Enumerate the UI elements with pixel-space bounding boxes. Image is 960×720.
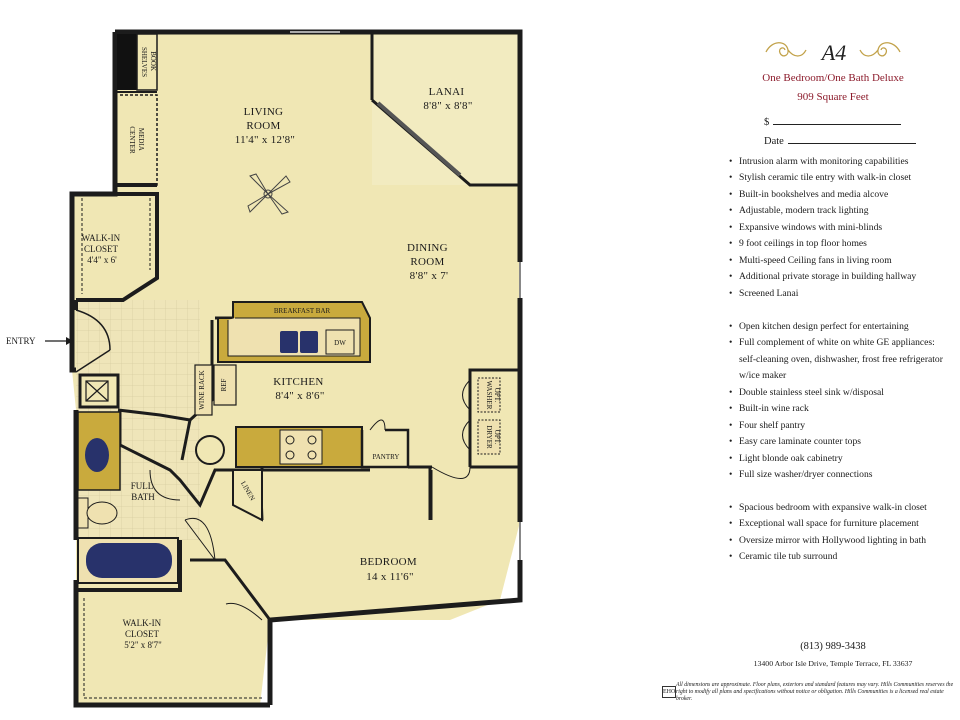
plan-logo xyxy=(758,34,908,70)
svg-text:DRYER: DRYER xyxy=(485,425,493,449)
plan-info-panel xyxy=(663,30,960,720)
svg-text:DW: DW xyxy=(334,339,346,347)
features-list-3 xyxy=(728,500,927,566)
sink xyxy=(280,331,298,353)
feature-item: • 9 foot ceilings in top floor homes xyxy=(728,236,916,252)
lanai-label: LANAI 8'8" x 8'8" xyxy=(423,86,473,112)
feature-item: • Oversize mirror with Hollywood lighting in bath xyxy=(728,533,927,549)
kitchen-label: KITCHEN 8'4" x 8'6" xyxy=(273,376,325,402)
feature-item: • Expansive windows with mini-blinds xyxy=(728,220,916,236)
feature-item: self-cleaning oven, dishwasher, frost free refrigerator xyxy=(739,353,943,365)
kitchen-counter xyxy=(236,427,362,467)
disclaimer: All dimensions are approximate. Floor plans, exteriors and standard features may vary. Hills Communities reserves the right to modify all plans and specifications without notice or obligation. Hills Communities is a licensed real estate broker. xyxy=(676,682,954,702)
svg-text:OPT.: OPT. xyxy=(493,387,501,403)
feature-item: • Multi-speed Ceiling fans in living room xyxy=(728,253,916,269)
svg-text:OPT.: OPT. xyxy=(493,429,501,445)
book-shelves xyxy=(117,34,137,90)
features-list-1 xyxy=(728,154,916,302)
feature-item: • Double stainless steel sink w/disposal xyxy=(728,385,943,401)
feature-item: • Open kitchen design perfect for entertaining xyxy=(728,319,943,335)
feature-item: • Ceramic tile tub surround xyxy=(728,549,927,565)
square-feet: 909 Square Feet xyxy=(797,91,869,103)
svg-text:WINE RACK: WINE RACK xyxy=(198,370,206,410)
svg-text:WASHER: WASHER xyxy=(485,380,493,410)
svg-text:PANTRY: PANTRY xyxy=(372,453,400,461)
plan-name: One Bedroom/One Bath Deluxe xyxy=(762,72,904,84)
walkin-closet-2-label: WALK-IN CLOSET 5'2" x 8'7" xyxy=(122,618,162,650)
feature-item: • Full complement of white on white GE appliances: xyxy=(728,335,943,351)
address: 13400 Arbor Isle Drive, Temple Terrace, FL 33637 xyxy=(753,659,913,668)
living-room-label: LIVING ROOM 11'4" x 12'8" xyxy=(234,106,296,146)
feature-item: • Additional private storage in building hallway xyxy=(728,269,916,285)
hvac-closet xyxy=(80,375,118,407)
equal-housing-icon: EHO xyxy=(662,686,676,698)
feature-item: • Screened Lanai xyxy=(728,286,916,302)
phone-number: (813) 989-3438 xyxy=(800,641,866,652)
entry-label xyxy=(6,336,73,346)
feature-item: • Easy care laminate counter tops xyxy=(728,434,943,450)
breakfast-bar xyxy=(218,302,370,362)
full-bath-label: FULL BATH xyxy=(130,481,155,502)
book-shelves-label: BOOK SHELVES xyxy=(140,46,157,78)
features-list-2 xyxy=(728,319,943,484)
price-field: $ xyxy=(764,114,901,128)
svg-text:ENTRY: ENTRY xyxy=(6,336,36,346)
svg-text:A4: A4 xyxy=(821,40,847,65)
feature-item: • Stylish ceramic tile entry with walk-in closet xyxy=(728,170,916,186)
refrigerator xyxy=(214,365,236,405)
walkin-closet-1-label: WALK-IN CLOSET 4'4" x 6' xyxy=(81,233,121,265)
feature-item: • Full size washer/dryer connections xyxy=(728,467,943,483)
feature-item: • Spacious bedroom with expansive walk-in closet xyxy=(728,500,927,516)
wine-rack xyxy=(195,365,212,415)
bedroom-label: BEDROOM 14 x 11'6" xyxy=(359,556,418,583)
feature-item: w/ice maker xyxy=(739,370,787,382)
bath-vanity xyxy=(78,412,120,490)
svg-text:LINEN: LINEN xyxy=(239,479,257,503)
date-field: Date xyxy=(764,133,916,147)
feature-item: • Intrusion alarm with monitoring capabilities xyxy=(728,154,916,170)
water-heater xyxy=(196,436,224,464)
feature-item: • Four shelf pantry xyxy=(728,418,943,434)
dining-room-label: DINING ROOM 8'8" x 7' xyxy=(407,242,449,282)
feature-item: • Exceptional wall space for furniture placement xyxy=(728,516,927,532)
svg-text:BREAKFAST BAR: BREAKFAST BAR xyxy=(273,307,331,315)
bathtub xyxy=(78,538,178,583)
feature-item: • Built-in wine rack xyxy=(728,401,943,417)
feature-item: • Adjustable, modern track lighting xyxy=(728,203,916,219)
feature-item: • Light blonde oak cabinetry xyxy=(728,451,943,467)
media-center-label: MEDIA CENTER xyxy=(128,126,145,154)
feature-item: • Built-in bookshelves and media alcove xyxy=(728,187,916,203)
svg-text:REF: REF xyxy=(220,378,228,392)
